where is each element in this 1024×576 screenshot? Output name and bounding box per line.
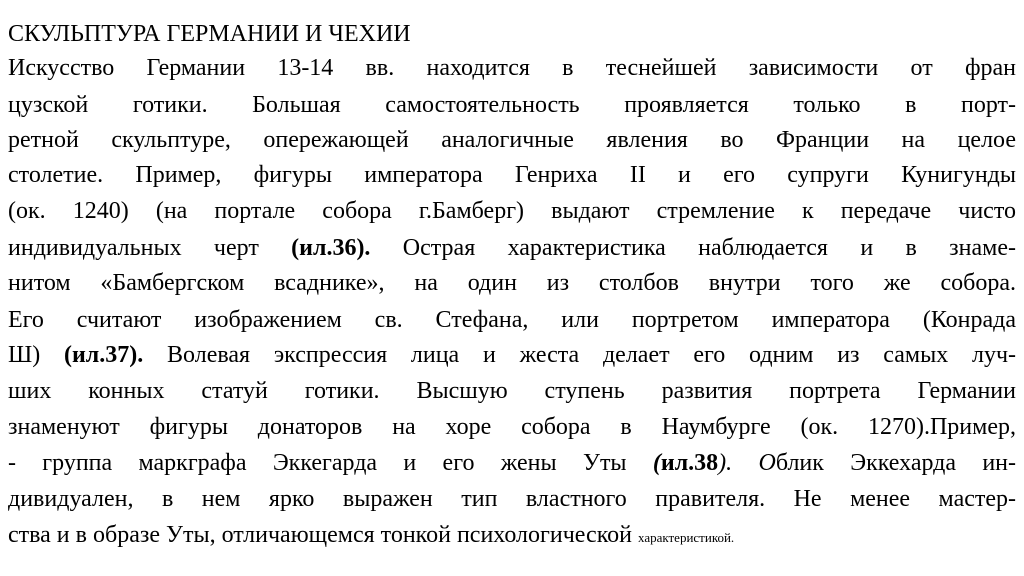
text-line-1: Искусство Германии 13-14 вв. находится в теснейшей зависимости от фран [8,55,1016,81]
illustration-reference: ил.38 [660,450,719,476]
text-segment: ). [718,450,733,476]
text-line-2: цузской готики. Большая самостоятельность проявляется только в порт- [8,92,1016,118]
text-segment: блик Эккехарда ин- [775,450,1017,476]
text-line-7: нитом «Бамбергском всаднике», на один из столбов внутри того же собора. [8,270,1016,296]
illustration-reference: (ил.37). [63,342,144,368]
text-segment: ства и в образе Уты, отличающемся тонкой психологической [8,522,638,548]
text-segment: Острая характеристика наблюдается и в знаме- [370,235,1016,261]
text-line-14 [8,520,1016,553]
text-line-6 [8,233,1016,263]
text-line-4: столетие. Пример, фигуры императора Генриха II и его супруги Кунигунды [8,162,1016,188]
illustration-reference: (ил.36). [291,235,371,261]
text-line-9 [8,340,1016,370]
text-segment: Ш) [8,342,64,368]
text-line-11: знаменуют фигуры донаторов на хоре собора в Наумбурге (ок. 1270).Пример, [8,414,1016,440]
text-segment: ( [652,450,661,476]
text-line-10: ших конных статуй готики. Высшую ступень развития портрета Германии [8,378,1016,404]
text-line-3: ретной скульптуре, опережающей аналогичные явления во Франции на целое [8,127,1016,153]
text-segment: - группа маркграфа Эккегарда и его жены Уты [8,450,653,476]
text-segment-small: характеристикой. [637,530,735,545]
text-segment: О [758,450,776,476]
text-segment [732,450,758,476]
text-line-13: дивидуален, в нем ярко выражен тип властного правителя. Не менее мастер- [8,486,1016,512]
text-segment: индивидуальных черт [8,235,292,261]
text-line-8: Его считают изображением св. Стефана, или портретом императора (Конрада [8,307,1016,333]
text-line-12 [8,448,1016,478]
text-segment: Волевая экспрессия лица и жеста делает его одним из самых луч- [143,342,1017,368]
text-line-5: (ок. 1240) (на портале собора г.Бамберг) выдают стремление к передаче чисто [8,198,1016,224]
slide-title: СКУЛЬПТУРА ГЕРМАНИИ И ЧЕХИИ [8,21,411,47]
